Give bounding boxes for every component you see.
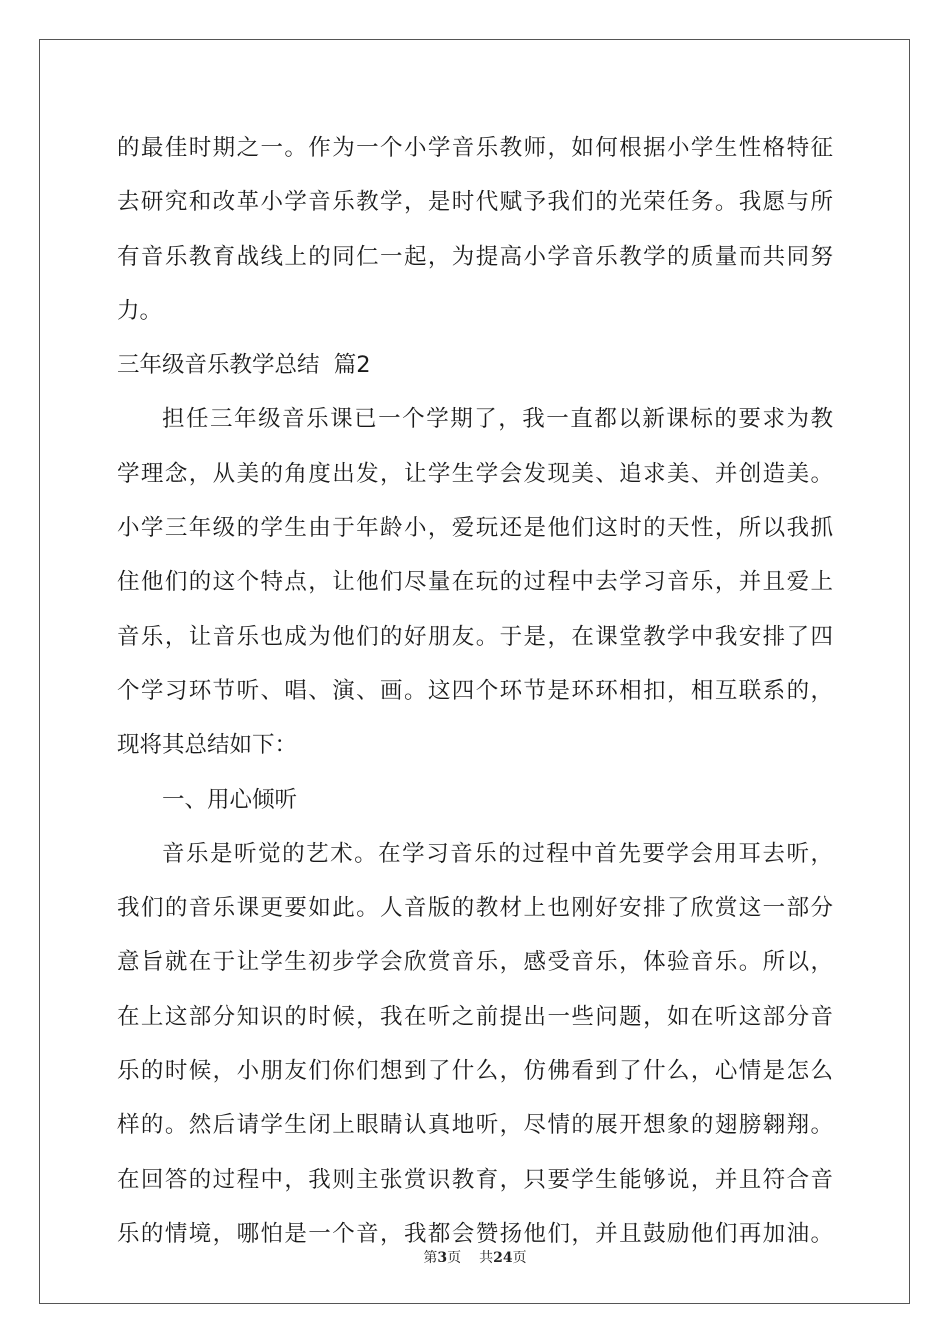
total-prefix: 共 [479, 1250, 494, 1266]
document-body [117, 121, 833, 1261]
text-line: 去研究和改革小学音乐教学，是时代赋予我们的光荣任务。我愿与所 [117, 189, 833, 216]
text-line: 住他们的这个特点，让他们尽量在玩的过程中去学习音乐，并且爱上 [117, 569, 833, 596]
total-pages-number: 24 [493, 1250, 513, 1266]
text-line: 乐的时候，小朋友们你们想到了什么，仿佛看到了什么，心情是怎么 [117, 1058, 833, 1085]
text-line: 学理念，从美的角度出发，让学生学会发现美、追求美、并创造美。 [117, 460, 833, 487]
text-line: 在回答的过程中，我则主张赏识教育，只要学生能够说，并且符合音 [117, 1166, 833, 1193]
page-prefix: 第 [423, 1250, 438, 1266]
section-heading: 三年级音乐教学总结 篇2 [117, 352, 371, 379]
text-line: 音乐是听觉的艺术。在学习音乐的过程中首先要学会用耳去听， [162, 840, 833, 867]
text-line: 样的。然后请学生闭上眼睛认真地听，尽情的展开想象的翅膀翱翔。 [117, 1112, 833, 1139]
text-line: 力。 [117, 297, 163, 324]
text-line: 有音乐教育战线上的同仁一起，为提高小学音乐教学的质量而共同努 [117, 243, 833, 270]
text-line: 小学三年级的学生由于年龄小，爱玩还是他们这时的天性，所以我抓 [117, 515, 833, 542]
text-line: 意旨就在于让学生初步学会欣赏音乐，感受音乐，体验音乐。所以， [117, 949, 833, 976]
subsection-heading: 一、用心倾听 [162, 786, 298, 813]
text-line: 现将其总结如下： [117, 732, 298, 759]
text-line: 的最佳时期之一。作为一个小学音乐教师，如何根据小学生性格特征 [117, 135, 833, 161]
text-line: 乐的情境，哪怕是一个音，我都会赞扬他们，并且鼓励他们再加油。 [117, 1220, 833, 1247]
text-line: 担任三年级音乐课已一个学期了，我一直都以新课标的要求为教 [162, 406, 833, 433]
text-line: 在上这部分知识的时候，我在听之前提出一些问题，如在听这部分音 [117, 1003, 833, 1030]
text-line: 音乐，让音乐也成为他们的好朋友。于是，在课堂教学中我安排了四 [117, 623, 833, 650]
page-footer [0, 1247, 950, 1267]
text-line: 个学习环节听、唱、演、画。这四个环节是环环相扣，相互联系的， [117, 677, 833, 704]
total-suffix: 页 [512, 1250, 527, 1266]
current-page-number: 3 [437, 1250, 448, 1266]
page-suffix: 页 [447, 1250, 462, 1266]
text-line: 我们的音乐课更要如此。人音版的教材上也刚好安排了欣赏这一部分 [117, 895, 833, 922]
